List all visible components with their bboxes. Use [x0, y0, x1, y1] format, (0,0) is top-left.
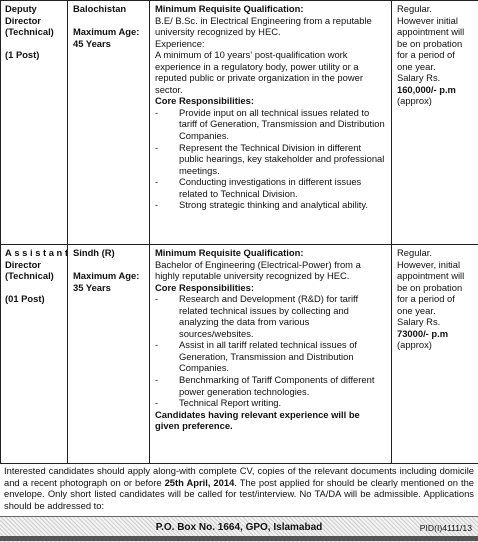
qualification-cell	[150, 1, 392, 245]
salary-amount: 160,000/- p.m	[397, 84, 473, 96]
terms-line: appointment will	[397, 270, 473, 282]
responsibility-item: - Strong strategic thinking and analytical ability.	[155, 199, 386, 211]
responsibilities-heading: Core Responsibilities:	[155, 282, 386, 294]
salary-note: (approx)	[397, 339, 473, 351]
post-location: Balochistan	[73, 3, 144, 15]
terms-line: be on probation	[397, 38, 473, 50]
responsibility-item: - Benchmarking of Tariff Components of different power generation technologies.	[155, 374, 386, 397]
experience-heading: Experience:	[155, 38, 386, 50]
max-age-label: Maximum Age:	[73, 270, 144, 282]
qualification-cell	[150, 245, 392, 464]
responsibility-item: - Conducting investigations in different issues related to Technical Division.	[155, 176, 386, 199]
post-location: Sindh (R)	[73, 247, 144, 259]
responsibility-item: - Research and Development (R&D) for tariff related technical issues by collecting and analyzing the data from various sources/websites.	[155, 293, 386, 339]
terms-line: Salary Rs.	[397, 72, 473, 84]
post-title-cell	[1, 245, 68, 464]
terms-line: one year.	[397, 61, 473, 73]
instructions-text-after-date: . The post applied for should be clearly mentioned on the envelope. Only short listed candidates will be called for test/interview. No TA/DA will be admissible. Applications should be addressed to:	[4, 477, 474, 511]
responsibility-item: - Provide input on all technical issues related to tariff of Generation, Transmission and Distribution Companies.	[155, 107, 386, 142]
qualification-text: Bachelor of Engineering (Electrical-Power) from a highly reputable university recognized by HEC.	[155, 259, 386, 282]
terms-line: one year.	[397, 305, 473, 317]
position-row-assistant-director	[1, 245, 478, 464]
terms-cell	[392, 245, 478, 464]
position-row-deputy-director	[1, 1, 478, 245]
salary-note: (approx)	[397, 95, 473, 107]
post-title-line: Assistant	[5, 247, 62, 259]
location-age-cell	[68, 1, 150, 245]
pid-reference: PID(I)4111/13	[420, 523, 472, 535]
preference-note: Candidates having relevant experience will be given preference.	[155, 409, 386, 432]
max-age-value: 35 Years	[73, 282, 144, 294]
responsibility-item: - Represent the Technical Division in different public hearings, key stakeholder and professional meetings.	[155, 142, 386, 177]
responsibilities-list	[155, 107, 386, 211]
post-title-line: Director	[5, 15, 62, 27]
responsibility-item: - Technical Report writing.	[155, 397, 386, 409]
terms-line: Salary Rs.	[397, 316, 473, 328]
post-count: (1 Post)	[5, 49, 62, 61]
terms-line: for a period of	[397, 293, 473, 305]
post-title-line: Director	[5, 259, 62, 271]
qualification-heading: Minimum Requisite Qualification:	[155, 247, 386, 259]
location-age-cell	[68, 245, 150, 464]
application-deadline: 25th April, 2014	[165, 477, 235, 488]
application-instructions	[4, 465, 474, 511]
terms-line: for a period of	[397, 49, 473, 61]
post-title-line: Deputy	[5, 3, 62, 15]
terms-line: be on probation	[397, 282, 473, 294]
terms-line: However, initial	[397, 259, 473, 271]
terms-cell	[392, 1, 478, 245]
terms-line: Regular.	[397, 247, 473, 259]
post-title-cell	[1, 1, 68, 245]
experience-text: A minimum of 10 years' post-qualification work experience in a regulatory body, power utility or a reputed public or private organization in the power sector.	[155, 49, 386, 95]
footer-bottom-rule	[0, 536, 478, 541]
post-title-line: (Technical)	[5, 26, 62, 38]
terms-line: appointment will	[397, 26, 473, 38]
responsibilities-heading: Core Responsibilities:	[155, 95, 386, 107]
terms-line: Regular.	[397, 3, 473, 15]
qualification-text: B.E/ B.Sc. in Electrical Engineering from a reputable university recognized by HEC.	[155, 15, 386, 38]
max-age-value: 45 Years	[73, 38, 144, 50]
responsibilities-list	[155, 293, 386, 408]
post-count: (01 Post)	[5, 293, 62, 305]
instructions-text-before-date: Interested candidates should apply along-with complete CV, copies of the relevant documents including domicile and a recent photograph on or before	[4, 465, 474, 488]
qualification-heading: Minimum Requisite Qualification:	[155, 3, 386, 15]
max-age-label: Maximum Age:	[73, 26, 144, 38]
postal-address: P.O. Box No. 1664, GPO, Islamabad	[0, 522, 478, 534]
responsibility-item: - Assist in all tariff related technical issues of Generation, Transmission and Distribution Companies.	[155, 339, 386, 374]
salary-amount: 73000/- p.m	[397, 328, 473, 340]
post-title-line: (Technical)	[5, 270, 62, 282]
terms-line: However initial	[397, 15, 473, 27]
